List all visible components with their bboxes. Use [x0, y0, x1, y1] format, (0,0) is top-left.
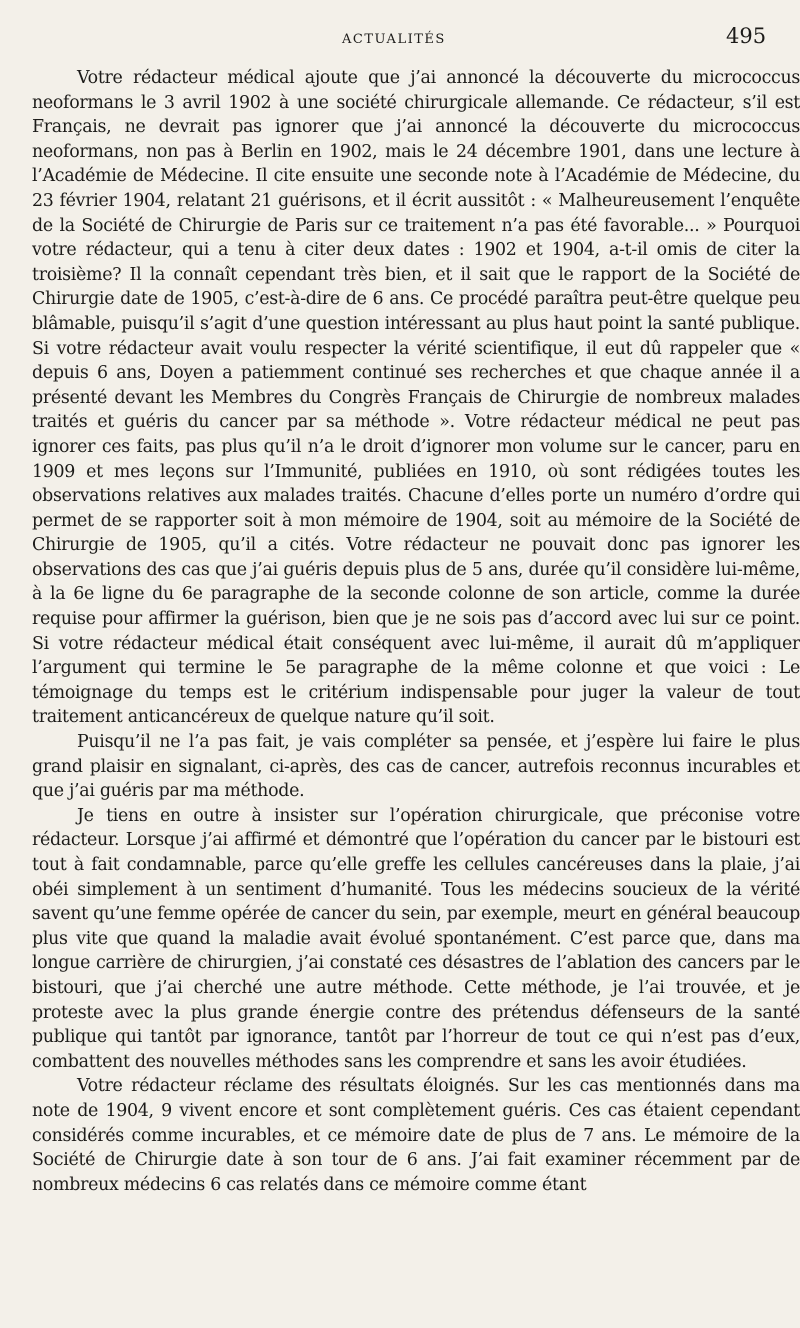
paragraph-1: Votre rédacteur médical ajoute que j’ai annoncé la découverte du micrococcus neoformans le 3 avril 1902 à une société chirurgicale allemande. Ce rédacteur, s’il est Français, ne devrait pas ignorer que j’ai annoncé la découverte du micrococcus neoformans, non pas à Berlin en 1902, mais le 24 décembre 1901, dans une lecture à l’Académie de Médecine. Il cite ensuite une seconde note à l’Académie de Médecine, du 23 février 1904, relatant 21 guérisons, et il écrit aussitôt : « Malheureusement l’enquête de la Société de Chirurgie de Paris sur ce traitement n’a pas été favorable... » Pourquoi votre rédacteur, qui a tenu à citer deux dates : 1902 et 1904, a-t-il omis de citer la troisième? Il la connaît cependant très bien, et il sait que le rapport de la Société de Chirurgie date de 1905, c’est-à-dire de 6 ans. Ce procédé paraîtra peut-être quelque peu blâmable, puisqu’il s’agit d’une question intéressant au plus haut point la santé publique. Si votre rédacteur avait voulu respecter la vérité scientifique, il eut dû rappeler que « depuis 6 ans, Doyen a patiemment continué ses recherches et que chaque année il a présenté devant les Membres du Congrès Français de Chirurgie de nombreux malades traités et guéris du cancer par sa méthode ». Votre rédacteur médical ne peut pas ignorer ces faits, pas plus qu’il n’a le droit d’ignorer mon volume sur le cancer, paru en 1909 et mes leçons sur l’Immunité, publiées en 1910, où sont rédigées toutes les observations relatives aux malades traités. Chacune d’elles porte un numéro d’ordre qui permet de se rapporter soit à mon mémoire de 1904, soit au mémoire de la Société de Chirurgie de 1905, qu’il a cités. Votre rédacteur ne pouvait donc pas ignorer les observations des cas que j’ai guéris depuis plus de 5 ans, durée qu’il considère lui-même, à la 6e ligne du 6e paragraphe de la seconde colonne de son article, comme la durée requise pour affirmer la guérison, bien que je ne sois pas d’accord avec lui sur ce point. Si votre rédacteur médical était conséquent avec lui-même, il aurait dû m’appliquer l’argument qui termine le 5e paragraphe de la même colonne et que voici : Le témoignage du temps est le critérium indispensable pour juger la valeur de tout traitement anticancéreux de quelque nature qu’il soit. [32, 68, 800, 728]
page-number: 495 [726, 24, 767, 48]
paragraph-3: Je tiens en outre à insister sur l’opération chirurgicale, que préconise votre rédacteur. Lorsque j’ai affirmé et démontré que l’opération du cancer par le bistouri est tout à fait condamnable, parce qu’elle greffe les cellules cancéreuses dans la plaie, j’ai obéi simplement à un sentiment d’humanité. Tous les médecins soucieux de la vérité savent qu’une femme opérée de cancer du sein, par exemple, meurt en général beaucoup plus vite que quand la maladie avait évolué spontanément. C’est parce que, dans ma longue carrière de chirurgien, j’ai constaté ces désastres de l’ablation des cancers par le bistouri, que j’ai cherché une autre méthode. Cette méthode, je l’ai trouvée, et je proteste avec la plus grande énergie contre des prétendus défenseurs de la santé publique qui tantôt par ignorance, tantôt par l’horreur de tout ce qui n’est pas d’eux, combattent des nouvelles méthodes sans les comprendre et sans les avoir étudiées. [32, 805, 800, 1072]
running-title: ACTUALITÉS [342, 32, 446, 47]
page-header [0, 16, 800, 56]
body-text [32, 66, 800, 1197]
paragraph-2: Puisqu’il ne l’a pas fait, je vais compléter sa pensée, et j’espère lui faire le plus grand plaisir en signalant, ci-après, des cas de cancer, autrefois reconnus incurables et que j’ai guéris par ma méthode. [32, 732, 800, 802]
paragraph-4: Votre rédacteur réclame des résultats éloignés. Sur les cas mentionnés dans ma note de 1904, 9 vivent encore et sont complètement guéris. Ces cas étaient cependant considérés comme incurables, et ce mémoire date de plus de 7 ans. Le mémoire de la Société de Chirurgie date à son tour de 6 ans. J’ai fait examiner récemment par de nombreux médecins 6 cas relatés dans ce mémoire comme étant [32, 1076, 800, 1195]
